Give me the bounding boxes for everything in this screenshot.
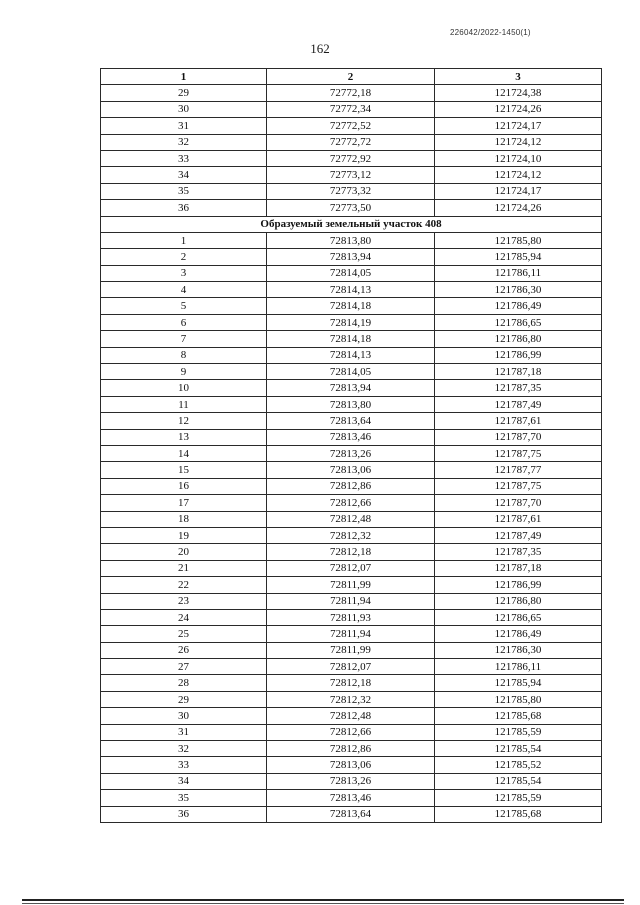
x-coordinate-cell: 72813,46	[267, 790, 435, 806]
header-x-coordinate: 2	[267, 69, 435, 85]
x-coordinate-cell: 72813,64	[267, 806, 435, 822]
table-row	[101, 724, 602, 740]
point-number-cell: 26	[101, 642, 267, 658]
point-number-cell: 20	[101, 544, 267, 560]
x-coordinate-cell: 72811,99	[267, 577, 435, 593]
bottom-rule	[22, 899, 624, 901]
point-number-cell: 34	[101, 773, 267, 789]
point-number-cell: 27	[101, 659, 267, 675]
point-number-cell: 36	[101, 806, 267, 822]
x-coordinate-cell: 72813,06	[267, 757, 435, 773]
point-number-cell: 28	[101, 675, 267, 691]
y-coordinate-cell: 121787,70	[435, 429, 602, 445]
table-row	[101, 577, 602, 593]
x-coordinate-cell: 72811,99	[267, 642, 435, 658]
header-y-coordinate: 3	[435, 69, 602, 85]
table-row	[101, 659, 602, 675]
point-number-cell: 19	[101, 527, 267, 543]
table-row	[101, 298, 602, 314]
point-number-cell: 9	[101, 364, 267, 380]
section-row	[101, 216, 602, 232]
y-coordinate-cell: 121724,26	[435, 200, 602, 216]
y-coordinate-cell: 121786,49	[435, 626, 602, 642]
y-coordinate-cell: 121787,70	[435, 495, 602, 511]
x-coordinate-cell: 72814,18	[267, 298, 435, 314]
x-coordinate-cell: 72812,07	[267, 560, 435, 576]
table-row	[101, 183, 602, 199]
table-row	[101, 101, 602, 117]
point-number-cell: 29	[101, 691, 267, 707]
y-coordinate-cell: 121786,11	[435, 659, 602, 675]
point-number-cell: 3	[101, 265, 267, 281]
table-row	[101, 85, 602, 101]
point-number-cell: 32	[101, 741, 267, 757]
y-coordinate-cell: 121786,65	[435, 609, 602, 625]
table-row	[101, 708, 602, 724]
point-number-cell: 30	[101, 101, 267, 117]
x-coordinate-cell: 72813,06	[267, 462, 435, 478]
y-coordinate-cell: 121785,68	[435, 708, 602, 724]
x-coordinate-cell: 72812,18	[267, 544, 435, 560]
header-point-number: 1	[101, 69, 267, 85]
x-coordinate-cell: 72811,94	[267, 626, 435, 642]
y-coordinate-cell: 121724,12	[435, 167, 602, 183]
y-coordinate-cell: 121785,80	[435, 232, 602, 248]
table-row	[101, 560, 602, 576]
x-coordinate-cell: 72812,66	[267, 724, 435, 740]
point-number-cell: 5	[101, 298, 267, 314]
table-row	[101, 380, 602, 396]
point-number-cell: 4	[101, 282, 267, 298]
x-coordinate-cell: 72772,92	[267, 150, 435, 166]
x-coordinate-cell: 72814,19	[267, 314, 435, 330]
x-coordinate-cell: 72812,86	[267, 478, 435, 494]
table-row	[101, 265, 602, 281]
point-number-cell: 7	[101, 331, 267, 347]
point-number-cell: 33	[101, 150, 267, 166]
y-coordinate-cell: 121724,12	[435, 134, 602, 150]
table-row	[101, 282, 602, 298]
document-reference: 226042/2022-1450(1)	[450, 28, 531, 37]
point-number-cell: 11	[101, 396, 267, 412]
point-number-cell: 35	[101, 183, 267, 199]
x-coordinate-cell: 72812,18	[267, 675, 435, 691]
y-coordinate-cell: 121787,35	[435, 544, 602, 560]
y-coordinate-cell: 121724,26	[435, 101, 602, 117]
table-row	[101, 134, 602, 150]
y-coordinate-cell: 121787,77	[435, 462, 602, 478]
y-coordinate-cell: 121785,59	[435, 724, 602, 740]
table-row	[101, 413, 602, 429]
point-number-cell: 2	[101, 249, 267, 265]
point-number-cell: 34	[101, 167, 267, 183]
table-row	[101, 593, 602, 609]
table-row	[101, 118, 602, 134]
point-number-cell: 6	[101, 314, 267, 330]
y-coordinate-cell: 121786,99	[435, 577, 602, 593]
x-coordinate-cell: 72812,32	[267, 527, 435, 543]
point-number-cell: 29	[101, 85, 267, 101]
table-row	[101, 626, 602, 642]
x-coordinate-cell: 72772,18	[267, 85, 435, 101]
point-number-cell: 18	[101, 511, 267, 527]
x-coordinate-cell: 72773,32	[267, 183, 435, 199]
x-coordinate-cell: 72812,48	[267, 511, 435, 527]
y-coordinate-cell: 121785,94	[435, 249, 602, 265]
table-row	[101, 249, 602, 265]
table-row	[101, 232, 602, 248]
table-row	[101, 757, 602, 773]
x-coordinate-cell: 72814,05	[267, 265, 435, 281]
table-row	[101, 347, 602, 363]
table-row	[101, 364, 602, 380]
table-row	[101, 200, 602, 216]
table-row	[101, 445, 602, 461]
x-coordinate-cell: 72812,86	[267, 741, 435, 757]
y-coordinate-cell: 121786,80	[435, 593, 602, 609]
y-coordinate-cell: 121785,59	[435, 790, 602, 806]
x-coordinate-cell: 72812,32	[267, 691, 435, 707]
x-coordinate-cell: 72813,94	[267, 380, 435, 396]
point-number-cell: 21	[101, 560, 267, 576]
x-coordinate-cell: 72812,48	[267, 708, 435, 724]
point-number-cell: 8	[101, 347, 267, 363]
point-number-cell: 25	[101, 626, 267, 642]
y-coordinate-cell: 121786,30	[435, 642, 602, 658]
point-number-cell: 16	[101, 478, 267, 494]
y-coordinate-cell: 121785,54	[435, 741, 602, 757]
x-coordinate-cell: 72814,18	[267, 331, 435, 347]
table-row	[101, 495, 602, 511]
x-coordinate-cell: 72812,07	[267, 659, 435, 675]
table-row	[101, 511, 602, 527]
table-row	[101, 773, 602, 789]
x-coordinate-cell: 72773,12	[267, 167, 435, 183]
x-coordinate-cell: 72813,46	[267, 429, 435, 445]
y-coordinate-cell: 121785,94	[435, 675, 602, 691]
table-row	[101, 396, 602, 412]
point-number-cell: 17	[101, 495, 267, 511]
table-header	[101, 69, 602, 85]
table-row	[101, 314, 602, 330]
x-coordinate-cell: 72813,80	[267, 232, 435, 248]
x-coordinate-cell: 72813,26	[267, 773, 435, 789]
y-coordinate-cell: 121785,52	[435, 757, 602, 773]
x-coordinate-cell: 72811,94	[267, 593, 435, 609]
y-coordinate-cell: 121787,61	[435, 511, 602, 527]
table-row	[101, 675, 602, 691]
section-title: Образуемый земельный участок 408	[101, 216, 602, 232]
y-coordinate-cell: 121786,49	[435, 298, 602, 314]
x-coordinate-cell: 72814,13	[267, 282, 435, 298]
point-number-cell: 15	[101, 462, 267, 478]
coordinates-table	[100, 68, 602, 823]
point-number-cell: 1	[101, 232, 267, 248]
y-coordinate-cell: 121787,49	[435, 527, 602, 543]
table-row	[101, 806, 602, 822]
point-number-cell: 24	[101, 609, 267, 625]
point-number-cell: 23	[101, 593, 267, 609]
x-coordinate-cell: 72813,64	[267, 413, 435, 429]
header-row	[101, 69, 602, 85]
table-row	[101, 691, 602, 707]
table-row	[101, 331, 602, 347]
page-number: 162	[310, 41, 330, 56]
y-coordinate-cell: 121724,17	[435, 183, 602, 199]
point-number-cell: 33	[101, 757, 267, 773]
table-row	[101, 609, 602, 625]
point-number-cell: 12	[101, 413, 267, 429]
x-coordinate-cell: 72772,52	[267, 118, 435, 134]
y-coordinate-cell: 121787,61	[435, 413, 602, 429]
table-row	[101, 790, 602, 806]
y-coordinate-cell: 121786,65	[435, 314, 602, 330]
y-coordinate-cell: 121724,17	[435, 118, 602, 134]
y-coordinate-cell: 121787,18	[435, 364, 602, 380]
point-number-cell: 31	[101, 118, 267, 134]
x-coordinate-cell: 72813,94	[267, 249, 435, 265]
point-number-cell: 32	[101, 134, 267, 150]
table-row	[101, 527, 602, 543]
y-coordinate-cell: 121785,54	[435, 773, 602, 789]
table-row	[101, 167, 602, 183]
y-coordinate-cell: 121724,38	[435, 85, 602, 101]
bottom-rule-thin	[22, 903, 624, 904]
x-coordinate-cell: 72813,26	[267, 445, 435, 461]
x-coordinate-cell: 72814,05	[267, 364, 435, 380]
y-coordinate-cell: 121786,99	[435, 347, 602, 363]
x-coordinate-cell: 72813,80	[267, 396, 435, 412]
y-coordinate-cell: 121785,80	[435, 691, 602, 707]
y-coordinate-cell: 121785,68	[435, 806, 602, 822]
x-coordinate-cell: 72811,93	[267, 609, 435, 625]
point-number-cell: 36	[101, 200, 267, 216]
y-coordinate-cell: 121786,30	[435, 282, 602, 298]
point-number-cell: 30	[101, 708, 267, 724]
point-number-cell: 14	[101, 445, 267, 461]
y-coordinate-cell: 121786,11	[435, 265, 602, 281]
x-coordinate-cell: 72772,72	[267, 134, 435, 150]
table-row	[101, 544, 602, 560]
x-coordinate-cell: 72814,13	[267, 347, 435, 363]
table-body-previous-parcel	[101, 85, 602, 216]
table-row	[101, 429, 602, 445]
x-coordinate-cell: 72772,34	[267, 101, 435, 117]
table-body-parcel-408	[101, 232, 602, 822]
table-row	[101, 150, 602, 166]
y-coordinate-cell: 121724,10	[435, 150, 602, 166]
point-number-cell: 31	[101, 724, 267, 740]
table-row	[101, 478, 602, 494]
y-coordinate-cell: 121787,75	[435, 445, 602, 461]
y-coordinate-cell: 121787,18	[435, 560, 602, 576]
table-row	[101, 741, 602, 757]
table-row	[101, 462, 602, 478]
point-number-cell: 35	[101, 790, 267, 806]
point-number-cell: 10	[101, 380, 267, 396]
x-coordinate-cell: 72812,66	[267, 495, 435, 511]
point-number-cell: 13	[101, 429, 267, 445]
y-coordinate-cell: 121787,75	[435, 478, 602, 494]
x-coordinate-cell: 72773,50	[267, 200, 435, 216]
y-coordinate-cell: 121787,49	[435, 396, 602, 412]
point-number-cell: 22	[101, 577, 267, 593]
y-coordinate-cell: 121786,80	[435, 331, 602, 347]
y-coordinate-cell: 121787,35	[435, 380, 602, 396]
table-section-header	[101, 216, 602, 232]
table-row	[101, 642, 602, 658]
